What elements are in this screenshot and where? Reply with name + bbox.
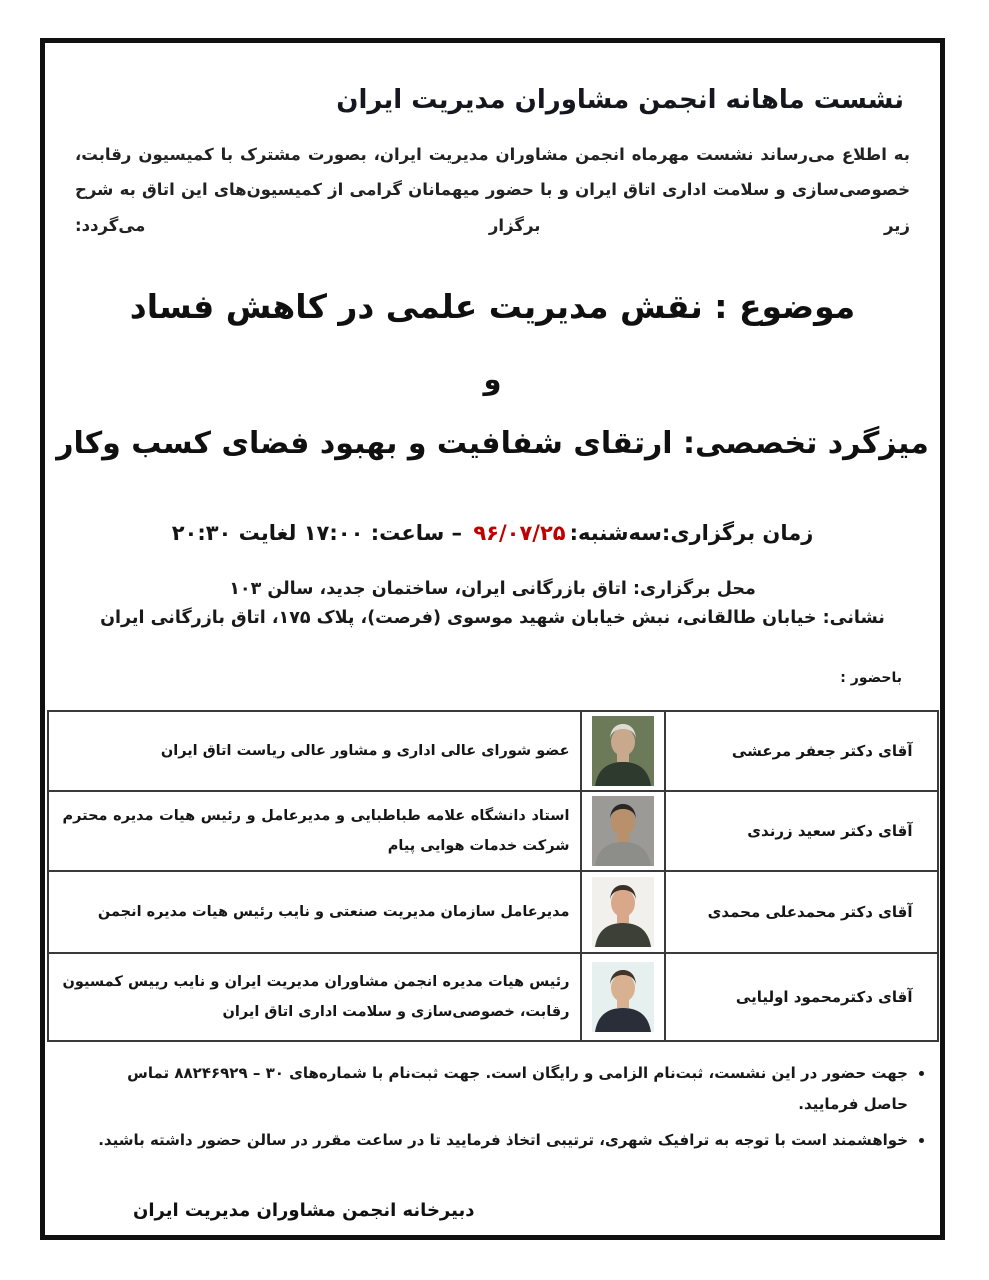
intro-paragraph: به اطلاع می‌رساند نشست مهرماه انجمن مشاوران مدیریت ایران، بصورت مشترک با کمیسیون رقابت، خصوصی‌سازی و سلامت اداری اتاق ایران و با حضور میهمانان گرامی از کمیسیون‌های این اتاق به شرح زیر برگزار می‌گردد: bbox=[75, 145, 910, 235]
schedule-suffix: – ساعت: ۱۷:۰۰ لغایت ۲۰:۳۰ bbox=[171, 521, 463, 546]
attendee-photo-cell bbox=[581, 953, 665, 1041]
note-item: • خواهشمند است با توجه به ترافیک شهری، ترتیبی اتخاذ فرمایید تا در ساعت مقرر در سالن حضور داشته باشید. bbox=[81, 1125, 908, 1156]
table-row bbox=[48, 871, 938, 953]
document-title: نشست ماهانه انجمن مشاوران مدیریت ایران bbox=[336, 85, 904, 115]
schedule-line bbox=[45, 521, 940, 545]
address-line bbox=[45, 608, 940, 628]
attendee-description: رئیس هیات مدیره انجمن مشاوران مدیریت ایران و نایب رییس کمسیون رقابت، خصوصی‌سازی و سلامت اداری اتاق ایران bbox=[48, 953, 581, 1041]
attendee-name: آقای دکترمحمود اولیایی bbox=[665, 953, 938, 1041]
attendee-photo-cell bbox=[581, 871, 665, 953]
page-border-frame bbox=[40, 38, 945, 1240]
attendee-photo bbox=[592, 877, 654, 947]
table-row bbox=[48, 791, 938, 871]
attendees-section-label: باحضور : bbox=[840, 670, 902, 687]
attendees-table bbox=[47, 710, 939, 1042]
table-row bbox=[48, 953, 938, 1041]
attendee-description: عضو شورای عالی اداری و مشاور عالی ریاست اتاق ایران bbox=[48, 711, 581, 791]
address-text: خیابان طالقانی، نبش خیابان شهید موسوی (فرصت)، پلاک ۱۷۵، اتاق بازرگانی ایران bbox=[100, 608, 823, 629]
attendee-description: مدیرعامل سازمان مدیریت صنعتی و نایب رئیس هیات مدیره انجمن bbox=[48, 871, 581, 953]
table-row bbox=[48, 711, 938, 791]
address-label: نشانی: bbox=[822, 608, 885, 629]
subject-title: موضوع : نقش مدیریت علمی در کاهش فساد bbox=[129, 287, 856, 327]
attendee-photo bbox=[592, 716, 654, 786]
attendee-photo-cell bbox=[581, 791, 665, 871]
attendee-name: آقای دکتر محمدعلی محمدی bbox=[665, 871, 938, 953]
roundtable-title: میزگرد تخصصی: ارتقای شفافیت و بهبود فضای کسب وکار bbox=[56, 426, 929, 462]
note-item: • جهت حضور در این نشست، ثبت‌نام الزامی و رایگان است. جهت ثبت‌نام با شماره‌های ۳۰ – ۸۸۲۴۶۹۲۹ تماس حاصل فرمایید. bbox=[81, 1058, 908, 1120]
notes-list bbox=[81, 1058, 932, 1155]
schedule-date: ۹۶/۰۷/۲۵ bbox=[473, 521, 566, 546]
schedule-prefix: زمان برگزاری:سه‌شنبه: bbox=[569, 521, 814, 546]
venue-label: محل برگزاری: bbox=[632, 579, 756, 600]
attendee-photo bbox=[592, 796, 654, 866]
attendee-photo bbox=[592, 962, 654, 1032]
footer-secretariat: دبیرخانه انجمن مشاوران مدیریت ایران bbox=[133, 1199, 475, 1221]
conjunction-word: و bbox=[483, 362, 502, 397]
venue-line bbox=[45, 579, 940, 599]
attendee-photo-cell bbox=[581, 711, 665, 791]
attendee-name: آقای دکتر سعید زرندی bbox=[665, 791, 938, 871]
attendees-table-body bbox=[48, 711, 938, 1041]
attendee-name: آقای دکتر جعفر مرعشی bbox=[665, 711, 938, 791]
attendee-description: استاد دانشگاه علامه طباطبایی و مدیرعامل و رئیس هیات مدیره محترم شرکت خدمات هوایی پیام bbox=[48, 791, 581, 871]
venue-text: اتاق بازرگانی ایران، ساختمان جدید، سالن ۱۰۳ bbox=[229, 579, 633, 600]
